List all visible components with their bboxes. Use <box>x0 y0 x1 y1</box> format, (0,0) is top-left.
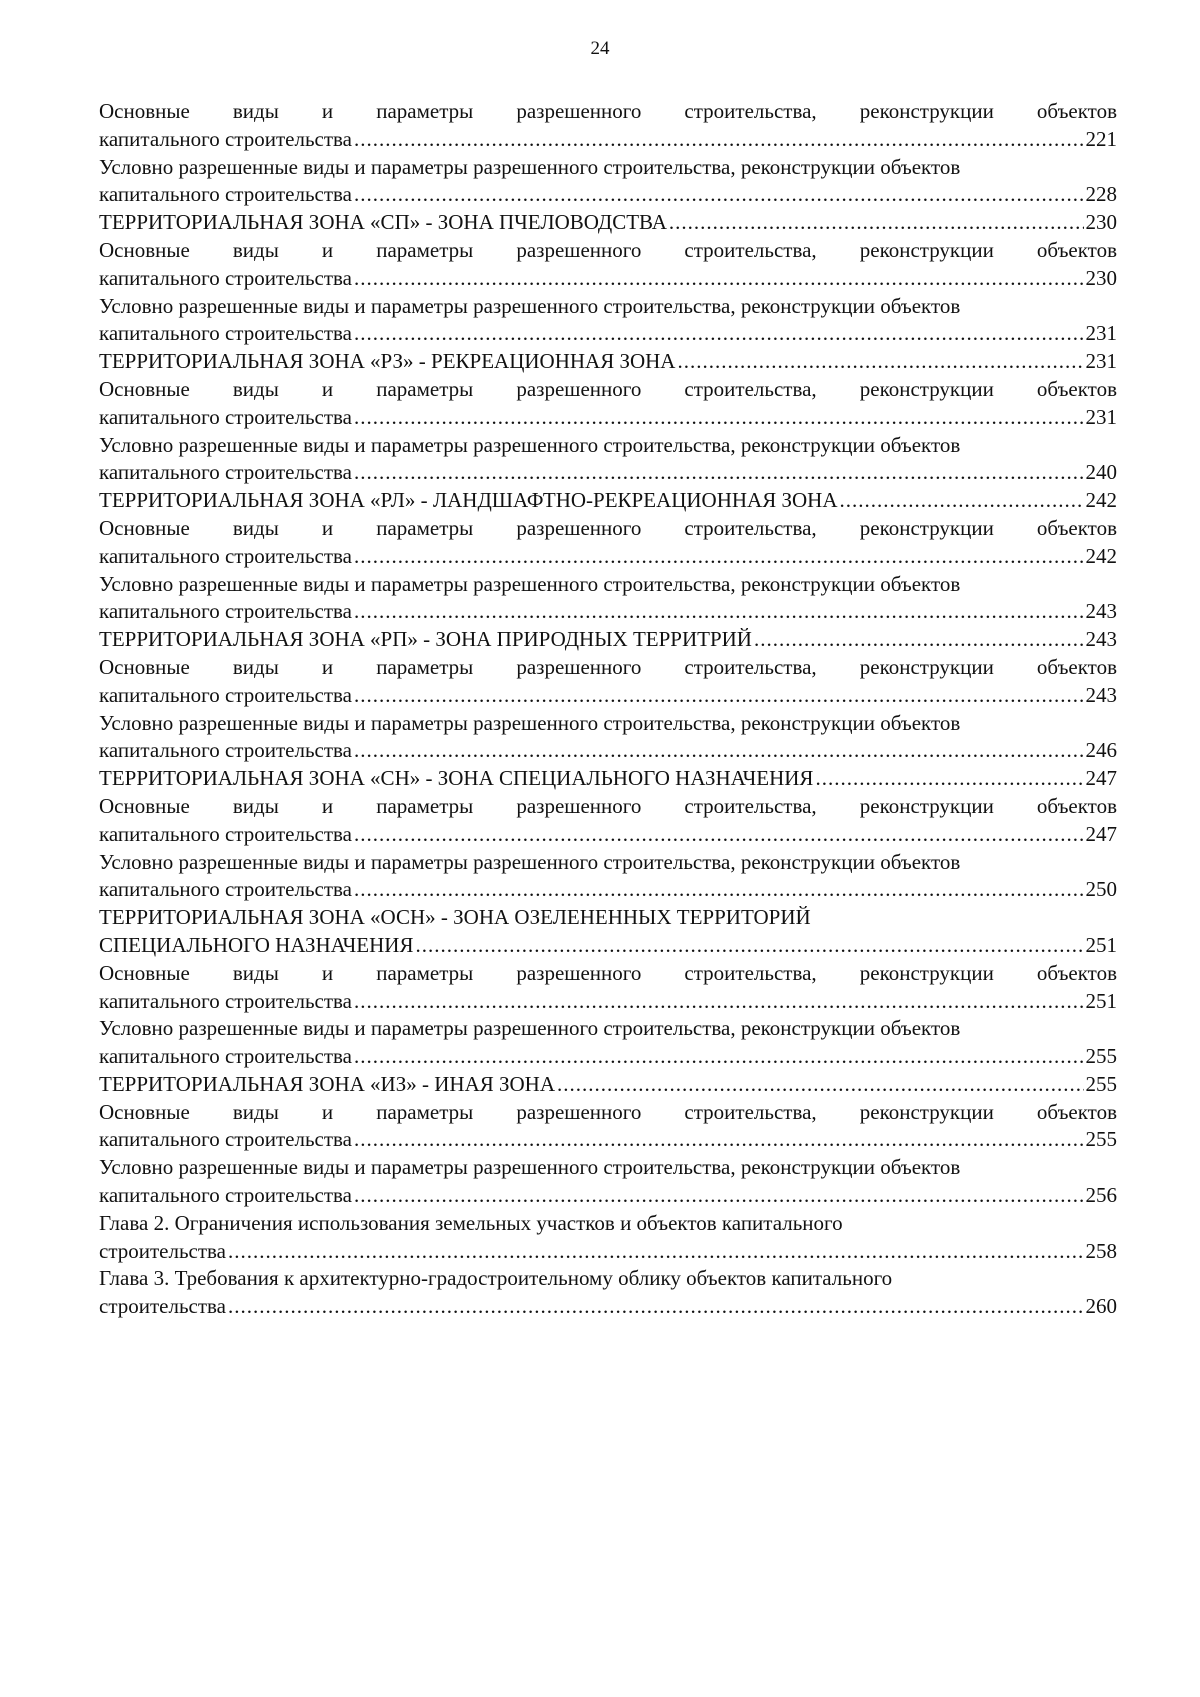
toc-entry[interactable] <box>99 543 1117 571</box>
toc-entry-continuation: капитального строительства <box>99 126 352 151</box>
toc-entry-continuation: капитального строительства <box>99 1127 352 1152</box>
toc-entry-continuation: строительства <box>99 1294 227 1319</box>
toc-entry-continuation: капитального строительства <box>99 599 352 624</box>
toc-page-number: 243 <box>1085 599 1117 624</box>
toc-page-number: 255 <box>1085 1071 1117 1096</box>
toc-page-number: 243 <box>1085 682 1117 707</box>
toc-entry[interactable] <box>99 1293 1117 1321</box>
dot-leader <box>354 876 1084 904</box>
toc-entry[interactable] <box>99 209 1117 237</box>
toc-page-number: 251 <box>1085 988 1117 1013</box>
toc-entry[interactable] <box>99 626 1117 654</box>
dot-leader <box>354 126 1084 154</box>
toc-entry-title: ТЕРРИТОРИАЛЬНАЯ ЗОНА «СН» - ЗОНА СПЕЦИАЛЬНОГО НАЗНАЧЕНИЯ <box>99 766 814 791</box>
toc-entry-title: Условно разрешенные виды и параметры разрешенного строительства, реконструкции объектов <box>99 432 961 457</box>
toc-entry-title: Условно разрешенные виды и параметры разрешенного строительства, реконструкции объектов <box>99 571 961 596</box>
dot-leader <box>354 265 1084 293</box>
dot-leader <box>754 626 1084 654</box>
toc-entry-title: Условно разрешенные виды и параметры разрешенного строительства, реконструкции объектов <box>99 1155 961 1180</box>
toc-entry[interactable] <box>99 126 1117 154</box>
toc-entry-title: ТЕРРИТОРИАЛЬНАЯ ЗОНА «РЗ» - РЕКРЕАЦИОННАЯ ЗОНА <box>99 349 676 374</box>
toc-entry[interactable] <box>99 1182 1117 1210</box>
dot-leader <box>354 1126 1084 1154</box>
toc-page-number: 242 <box>1085 543 1117 568</box>
toc-entry[interactable] <box>99 265 1117 293</box>
toc-entry[interactable] <box>99 765 1117 793</box>
dot-leader <box>557 1071 1083 1099</box>
toc-entry-title: ТЕРРИТОРИАЛЬНАЯ ЗОНА «ОСН» - ЗОНА ОЗЕЛЕНЕННЫХ ТЕРРИТОРИЙ <box>99 905 811 930</box>
dot-leader <box>815 765 1083 793</box>
toc-page-number: 228 <box>1085 182 1117 207</box>
toc-page-number: 251 <box>1085 932 1117 957</box>
toc-entry[interactable] <box>99 1238 1117 1266</box>
toc-page-number: 240 <box>1085 460 1117 485</box>
toc-page-number: 258 <box>1085 1238 1117 1263</box>
dot-leader <box>354 821 1084 849</box>
toc-entry-title: ТЕРРИТОРИАЛЬНАЯ ЗОНА «РП» - ЗОНА ПРИРОДНЫХ ТЕРРИТРИЙ <box>99 627 752 652</box>
toc-entry-title: Глава 2. Ограничения использования земельных участков и объектов капитального <box>99 1210 843 1235</box>
toc-entry[interactable] <box>99 348 1117 376</box>
toc-page-number: 242 <box>1085 488 1117 513</box>
toc-entry-title: Основные виды и параметры разрешенного строительства, реконструкции объектов <box>99 654 1117 679</box>
toc-entry-continuation: капитального строительства <box>99 1183 352 1208</box>
toc-entry-title: Основные виды и параметры разрешенного строительства, реконструкции объектов <box>99 99 1117 123</box>
toc-page-number: 260 <box>1085 1294 1117 1319</box>
toc-page-number: 247 <box>1085 766 1117 791</box>
dot-leader <box>415 932 1083 960</box>
toc-page-number: 247 <box>1085 821 1117 846</box>
toc-entry-title: Основные виды и параметры разрешенного строительства, реконструкции объектов <box>99 237 1117 262</box>
dot-leader <box>354 404 1084 432</box>
toc-entry[interactable] <box>99 487 1117 515</box>
toc-entry-continuation: капитального строительства <box>99 543 352 568</box>
page-number: 24 <box>590 38 610 59</box>
toc-page-number: 231 <box>1085 321 1117 346</box>
dot-leader <box>228 1238 1083 1266</box>
toc-entry-continuation: капитального строительства <box>99 877 352 902</box>
toc-entry-continuation: капитального строительства <box>99 821 352 846</box>
toc-entry[interactable] <box>99 320 1117 348</box>
toc-entry-title: ТЕРРИТОРИАЛЬНАЯ ЗОНА «РЛ» - ЛАНДШАФТНО-РЕКРЕАЦИОННАЯ ЗОНА <box>99 488 838 513</box>
toc-entry-continuation: СПЕЦИАЛЬНОГО НАЗНАЧЕНИЯ <box>99 932 414 957</box>
scan-mark <box>1068 1680 1108 1686</box>
dot-leader <box>354 1182 1084 1210</box>
dot-leader <box>354 598 1084 626</box>
dot-leader <box>354 320 1084 348</box>
toc-entry[interactable] <box>99 682 1117 710</box>
toc-entry-continuation: капитального строительства <box>99 988 352 1013</box>
toc-entry-title: ТЕРРИТОРИАЛЬНАЯ ЗОНА «СП» - ЗОНА ПЧЕЛОВОДСТВА <box>99 210 667 235</box>
toc-entry-continuation: капитального строительства <box>99 404 352 429</box>
toc-entry-title: Условно разрешенные виды и параметры разрешенного строительства, реконструкции объектов <box>99 154 961 179</box>
toc-entry[interactable] <box>99 1071 1117 1099</box>
table-of-contents <box>99 98 1117 1321</box>
toc-entry[interactable] <box>99 1043 1117 1071</box>
toc-entry-continuation: строительства <box>99 1238 227 1263</box>
dot-leader <box>677 348 1083 376</box>
dot-leader <box>354 543 1084 571</box>
toc-entry-title: Основные виды и параметры разрешенного строительства, реконструкции объектов <box>99 515 1117 540</box>
toc-entry[interactable] <box>99 821 1117 849</box>
toc-page-number: 256 <box>1085 1183 1117 1208</box>
toc-page-number: 243 <box>1085 627 1117 652</box>
toc-entry-title: Основные виды и параметры разрешенного строительства, реконструкции объектов <box>99 793 1117 818</box>
toc-entry[interactable] <box>99 932 1117 960</box>
toc-entry-title: Основные виды и параметры разрешенного строительства, реконструкции объектов <box>99 376 1117 401</box>
toc-entry[interactable] <box>99 404 1117 432</box>
dot-leader <box>228 1293 1083 1321</box>
toc-entry-title: Условно разрешенные виды и параметры разрешенного строительства, реконструкции объектов <box>99 1016 961 1041</box>
toc-entry-continuation: капитального строительства <box>99 460 352 485</box>
toc-entry-title: Глава 3. Требования к архитектурно-градостроительному облику объектов капитального <box>99 1266 893 1291</box>
toc-entry-continuation: капитального строительства <box>99 182 352 207</box>
dot-leader <box>354 459 1084 487</box>
dot-leader <box>354 181 1084 209</box>
toc-entry-continuation: капитального строительства <box>99 265 352 290</box>
toc-entry-title: Условно разрешенные виды и параметры разрешенного строительства, реконструкции объектов <box>99 710 961 735</box>
toc-page-number: 231 <box>1085 349 1117 374</box>
dot-leader <box>354 988 1084 1016</box>
dot-leader <box>354 682 1084 710</box>
toc-page-number: 255 <box>1085 1044 1117 1069</box>
toc-entry-continuation: капитального строительства <box>99 682 352 707</box>
toc-entry-title: Условно разрешенные виды и параметры разрешенного строительства, реконструкции объектов <box>99 293 961 318</box>
dot-leader <box>354 737 1084 765</box>
toc-entry-title: ТЕРРИТОРИАЛЬНАЯ ЗОНА «ИЗ» - ИНАЯ ЗОНА <box>99 1071 556 1096</box>
toc-entry[interactable] <box>99 1126 1117 1154</box>
toc-page-number: 230 <box>1085 210 1117 235</box>
toc-entry[interactable] <box>99 459 1117 487</box>
toc-entry-continuation: капитального строительства <box>99 1044 352 1069</box>
toc-entry[interactable] <box>99 737 1117 765</box>
toc-entry-continuation: капитального строительства <box>99 321 352 346</box>
toc-page-number: 221 <box>1085 126 1117 151</box>
dot-leader <box>840 487 1084 515</box>
toc-entry[interactable] <box>99 181 1117 209</box>
toc-entry[interactable] <box>99 988 1117 1016</box>
toc-entry[interactable] <box>99 598 1117 626</box>
toc-page-number: 250 <box>1085 877 1117 902</box>
toc-entry-continuation: капитального строительства <box>99 738 352 763</box>
toc-entry-title: Основные виды и параметры разрешенного строительства, реконструкции объектов <box>99 960 1117 985</box>
toc-page-number: 246 <box>1085 738 1117 763</box>
dot-leader <box>354 1043 1084 1071</box>
toc-entry-title: Условно разрешенные виды и параметры разрешенного строительства, реконструкции объектов <box>99 849 961 874</box>
dot-leader <box>669 209 1084 237</box>
toc-entry[interactable] <box>99 876 1117 904</box>
toc-page-number: 230 <box>1085 265 1117 290</box>
toc-page-number: 255 <box>1085 1127 1117 1152</box>
toc-entry-title: Основные виды и параметры разрешенного строительства, реконструкции объектов <box>99 1099 1117 1124</box>
toc-page-number: 231 <box>1085 404 1117 429</box>
